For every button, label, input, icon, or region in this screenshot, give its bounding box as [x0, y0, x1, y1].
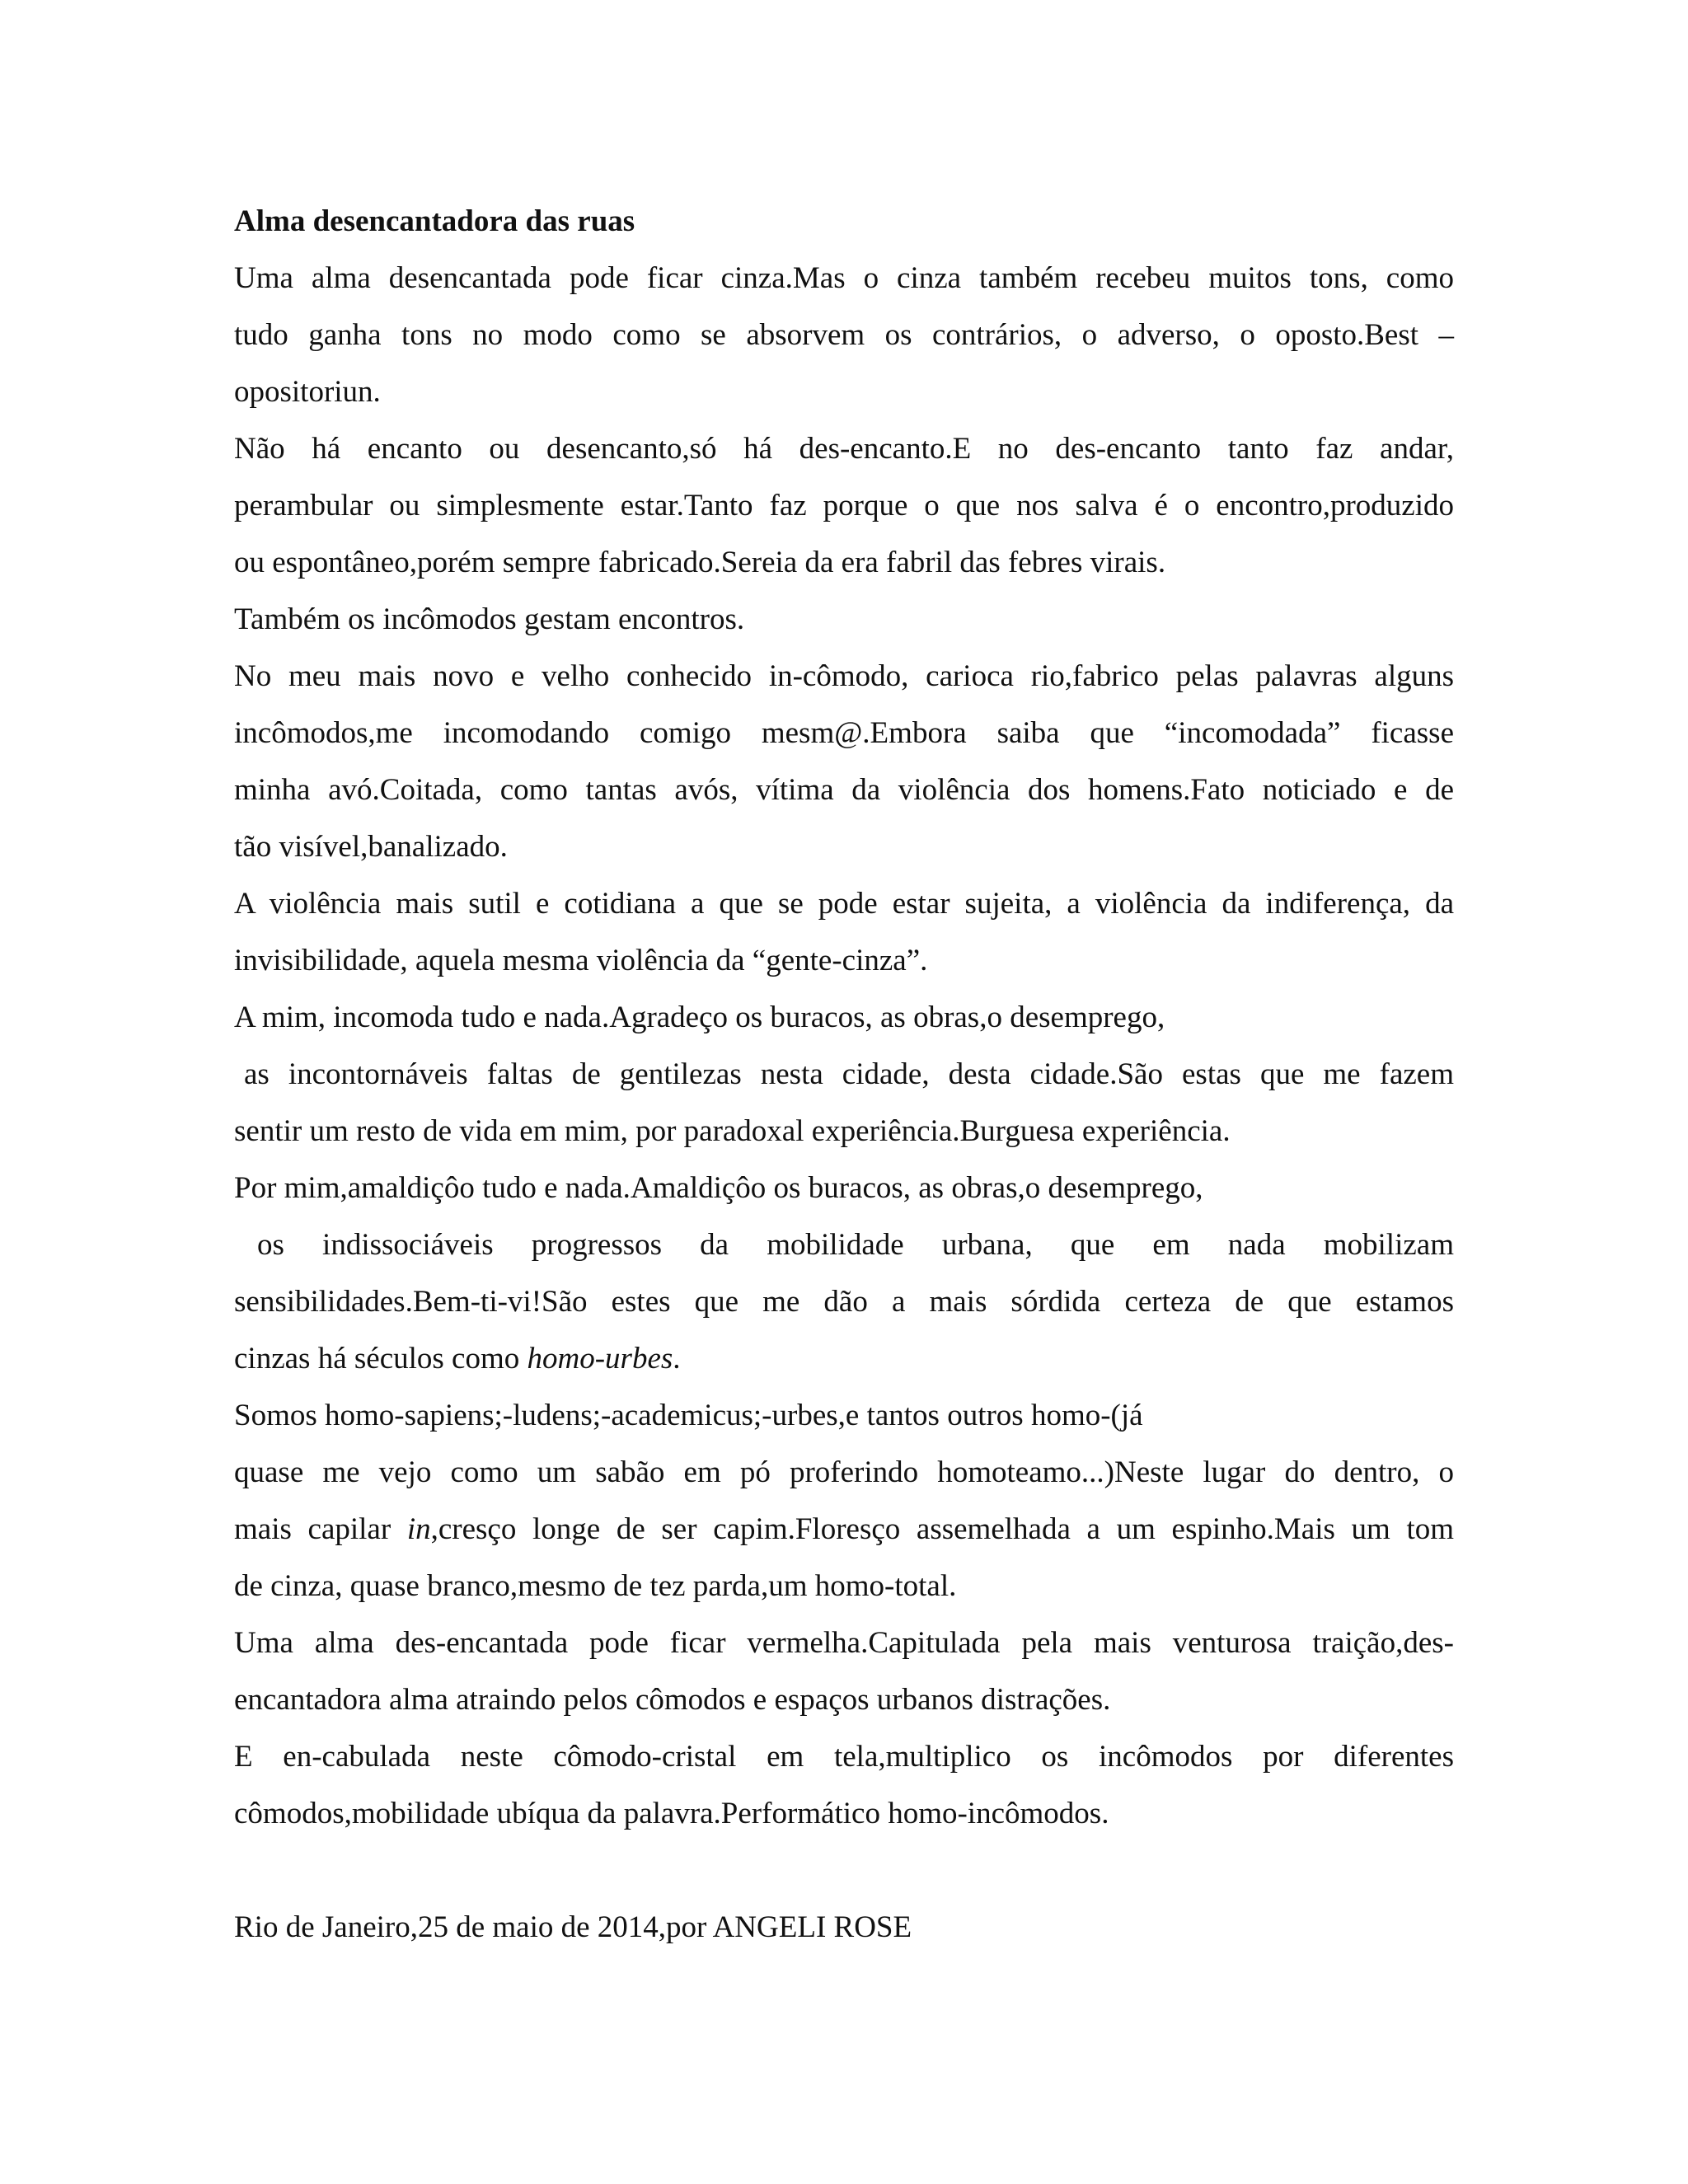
text-line: A mim, incomoda tudo e nada.Agradeço os buracos, as obras,o desemprego, [234, 1001, 1165, 1034]
text-line: minha avó.Coitada, como tantas avós, vítima da violência dos homens.Fato noticiado e de [234, 773, 1454, 807]
text-line: incômodos,me incomodando comigo mesm@.Embora saiba que “incomodada” ficasse [234, 716, 1454, 750]
text-line: Uma alma des-encantada pode ficar vermelha.Capitulada pela mais venturosa traição,des- [234, 1626, 1454, 1660]
text-segment: cinzas há séculos como [234, 1342, 528, 1376]
text-line: No meu mais novo e velho conhecido in-cômodo, carioca rio,fabrico pelas palavras alguns [234, 659, 1454, 693]
text-line: de cinza, quase branco,mesmo de tez parda,um homo-total. [234, 1569, 957, 1603]
text-line: os indissociáveis progressos da mobilidade urbana, que em nada mobilizam [257, 1228, 1454, 1262]
italic-term: in [406, 1512, 431, 1546]
text-line [234, 1330, 1454, 1387]
text-line: quase me vejo como um sabão em pó proferindo homoteamo...)Neste lugar do dentro, o [234, 1455, 1454, 1489]
text-line: tão visível,banalizado. [234, 830, 508, 864]
text-line: sentir um resto de vida em mim, por paradoxal experiência.Burguesa experiência. [234, 1114, 1231, 1148]
text-line: encantadora alma atraindo pelos cômodos e espaços urbanos distrações. [234, 1683, 1111, 1717]
text-line: cômodos,mobilidade ubíqua da palavra.Performático homo-incômodos. [234, 1797, 1109, 1830]
text-line: Uma alma desencantada pode ficar cinza.Mas o cinza também recebeu muitos tons, como [234, 261, 1454, 295]
text-line: ou espontâneo,porém sempre fabricado.Sereia da era fabril das febres virais. [234, 546, 1166, 579]
text-line: Também os incômodos gestam encontros. [234, 602, 745, 636]
text-segment: ,cresço longe de ser capim.Floresço assemelhada a um espinho.Mais um tom [430, 1512, 1454, 1546]
text-line: invisibilidade, aquela mesma violência da “gente-cinza”. [234, 944, 928, 977]
text-line: Por mim,amaldiçôo tudo e nada.Amaldiçôo os buracos, as obras,o desemprego, [234, 1171, 1203, 1205]
text-line: tudo ganha tons no modo como se absorvem os contrários, o adverso, o oposto.Best – [234, 318, 1454, 352]
signature-line: Rio de Janeiro,25 de maio de 2014,por ANGELI ROSE [234, 1910, 912, 1944]
blank-line [234, 1842, 1454, 1899]
text-line: as incontornáveis faltas de gentilezas nesta cidade, desta cidade.São estas que me fazem [244, 1057, 1454, 1091]
text-line: sensibilidades.Bem-ti-vi!São estes que me dão a mais sórdida certeza de que estamos [234, 1285, 1454, 1319]
text-line: perambular ou simplesmente estar.Tanto faz porque o que nos salva é o encontro,produzido [234, 489, 1454, 523]
text-lines [234, 250, 1454, 1842]
text-line: E en-cabulada neste cômodo-cristal em tela,multiplico os incômodos por diferentes [234, 1740, 1454, 1774]
text-segment: . [673, 1342, 681, 1376]
italic-term: homo-urbes [527, 1342, 673, 1376]
text-line: Somos homo-sapiens;-ludens;-academicus;-urbes,e tantos outros homo-(já [234, 1399, 1143, 1432]
text-line: A violência mais sutil e cotidiana a que se pode estar sujeita, a violência da indiferença, da [234, 887, 1454, 921]
text-line [234, 1501, 1454, 1558]
text-segment: mais capilar [234, 1512, 407, 1546]
document-title: Alma desencantadora das ruas [234, 204, 635, 238]
text-line: Não há encanto ou desencanto,só há des-encanto.E no des-encanto tanto faz andar, [234, 432, 1454, 466]
text-line: opositoriun. [234, 375, 381, 409]
document-body [234, 193, 1454, 1956]
